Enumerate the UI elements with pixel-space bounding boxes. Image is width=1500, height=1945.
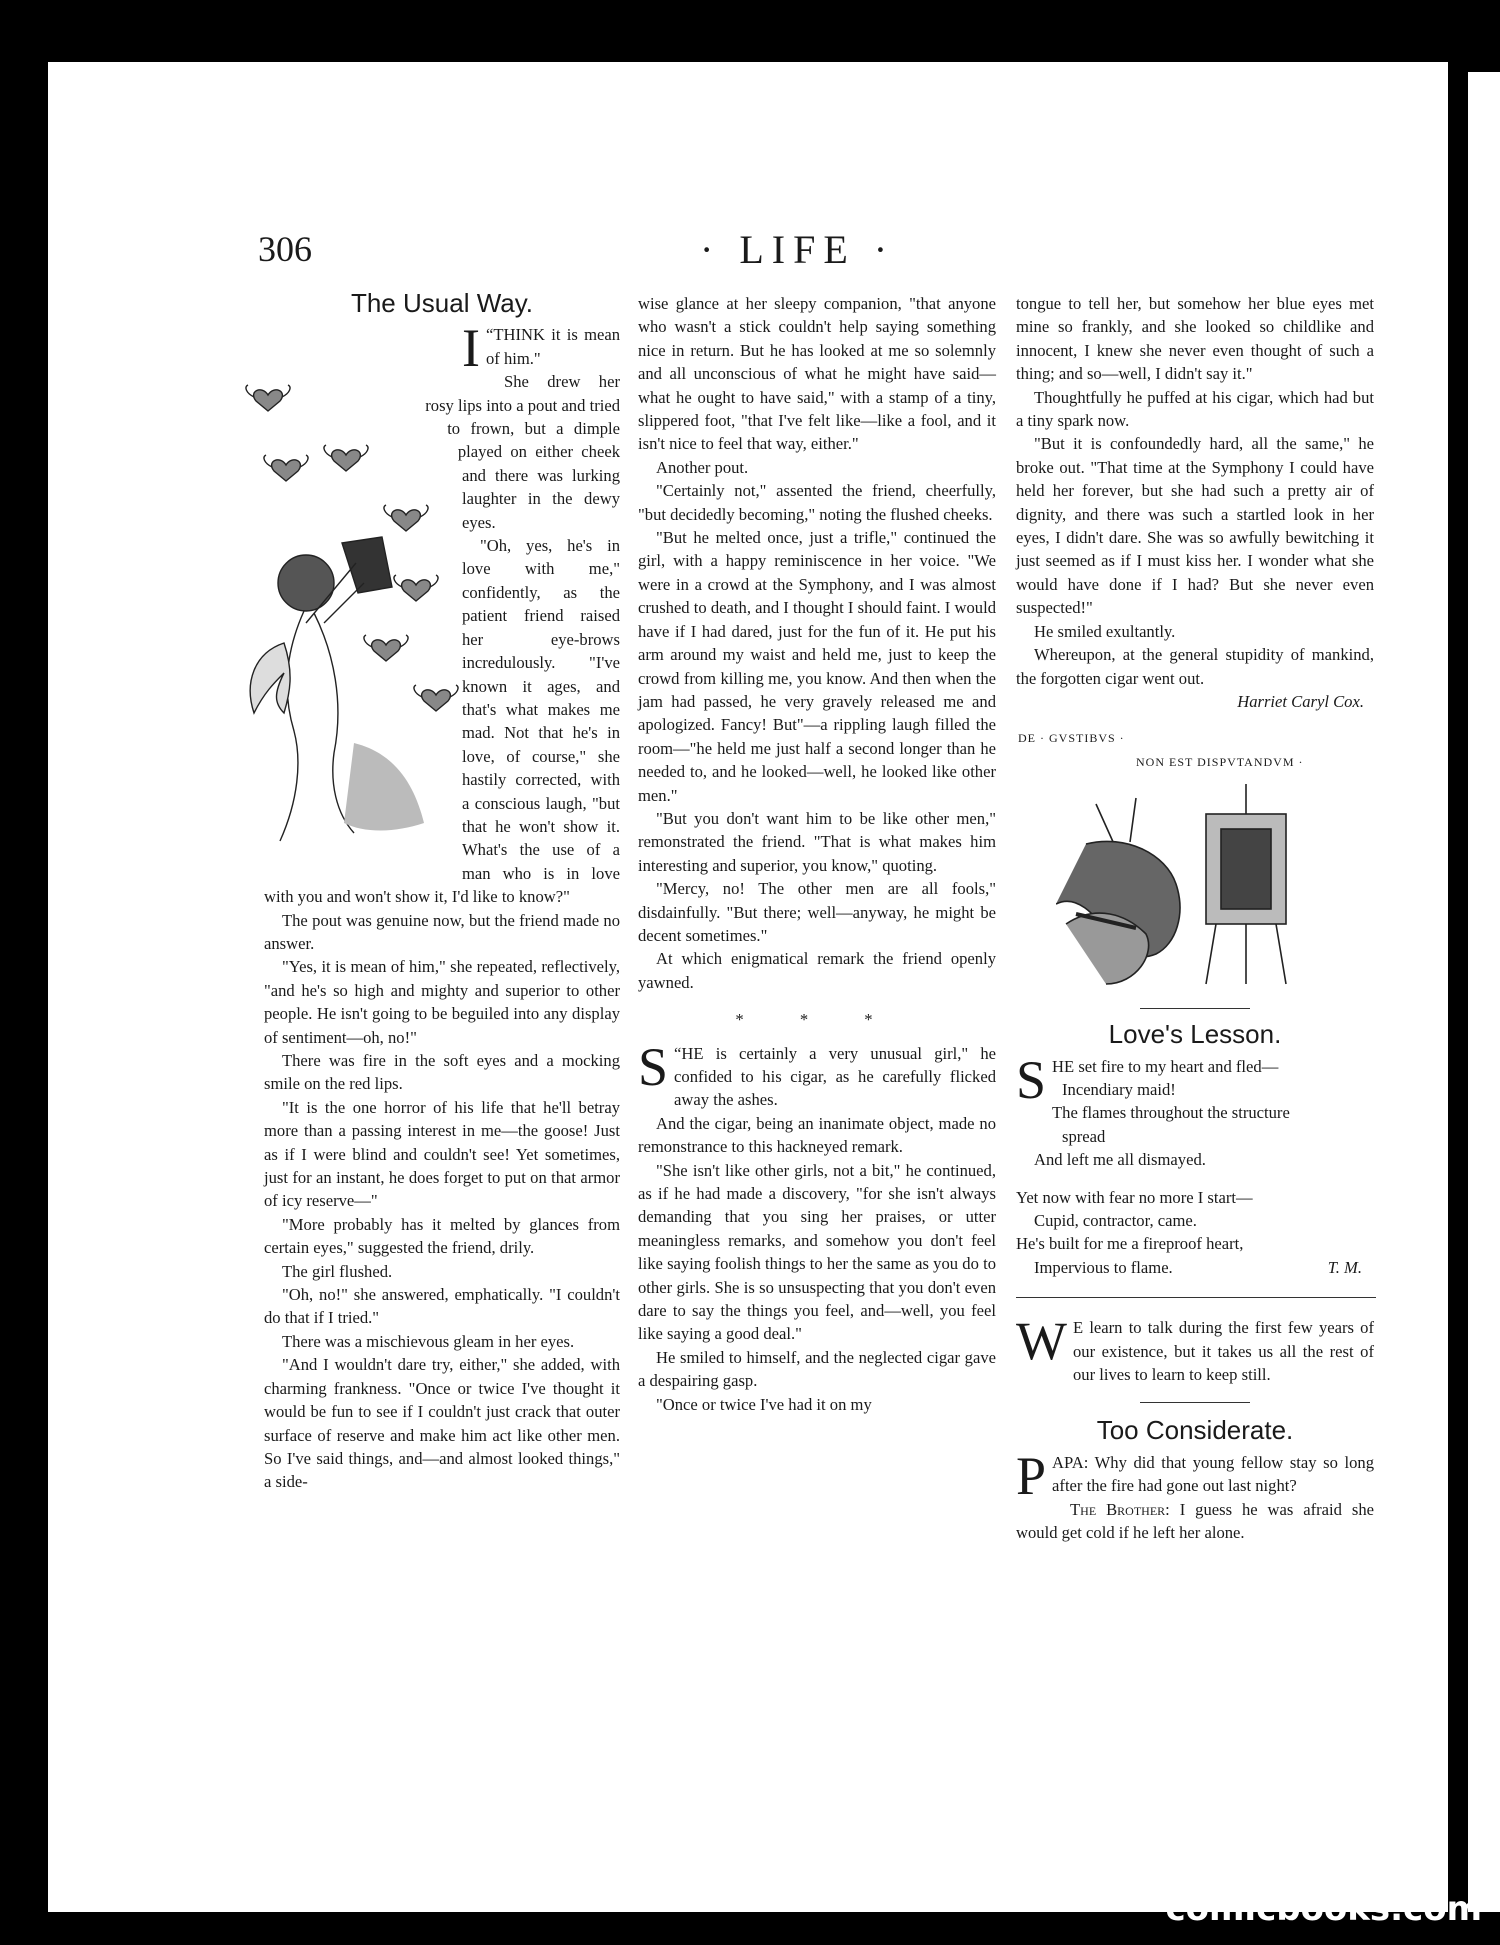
poem-title: Love's Lesson. xyxy=(1108,1019,1282,1050)
dropcap-s-poem: S xyxy=(1016,1049,1047,1110)
poem-line: HE set fire to my heart and fled— xyxy=(1052,1056,1279,1076)
story-paragraph: He smiled to himself, and the neglected cigar gave a despairing gasp. xyxy=(638,1347,996,1391)
story-paragraph: "But it is confoundedly hard, all the same," he broke out. "That time at the Symphony I could have held her forever, but she had such a pretty air of dignity, and there was such a startled look in her eyes, I didn't dare. She was so awfully bewitching it just seemed as if I must kiss her. I wonder what she would have done if I had? But she never even suspected!" xyxy=(1016,434,1374,618)
story-paragraph: And the cigar, being an inanimate object, made no remonstrance to this hackneyed remark. xyxy=(638,1113,996,1157)
joke-text-1: APA: Why did that young fellow stay so long after the fire had gone out last night? xyxy=(1052,1452,1374,1496)
joke-line-2 xyxy=(1016,1498,1374,1545)
donkey-easel-icon xyxy=(1056,774,1356,994)
story-paragraph: The pout was genuine now, but the friend made no answer. xyxy=(264,910,620,953)
poem-line: And left me all dismayed. xyxy=(1034,1150,1206,1170)
next-page-edge xyxy=(1468,72,1500,1912)
joke-text-2: : I guess he was afraid she would get cold if he left her alone. xyxy=(1016,1499,1374,1543)
poem-line: spread xyxy=(1062,1126,1106,1146)
story-paragraph: "Oh, yes, he's in love with me," confidently, as the patient friend raised her eye-brows incredulously. "I've known it ages, and that's what makes me mad. Not that he's in love, of course," she hastily corrected, with a conscious laugh, "but that he won't show it. What's the use of a man who is in love with you and won't show it, I'd like to know?" xyxy=(264,536,620,907)
filler-text: E learn to talk during the first few years of our existence, but it takes us all the rest of our lives to learn to keep still. xyxy=(1072,1318,1374,1384)
story-first-line: THINK it is mean of him." xyxy=(485,325,620,368)
story-signature: Harriet Caryl Cox. xyxy=(1237,691,1364,711)
poem xyxy=(1016,1049,1374,1280)
story-paragraph: There was fire in the soft eyes and a mocking smile on the red lips. xyxy=(264,1051,620,1094)
open-quote: “ xyxy=(674,1043,682,1063)
poem-line: Incendiary maid! xyxy=(1062,1079,1176,1099)
dropcap-w: W xyxy=(1016,1311,1067,1372)
joke-line-1 xyxy=(1016,1445,1374,1506)
story-paragraph: "But you don't want him to be like other men," remonstrated the friend. "That is what makes him interesting and superior, you know," quoting. xyxy=(638,808,996,875)
poem-signature: T. M. xyxy=(1327,1257,1362,1277)
magazine-title: · LIFE · xyxy=(700,227,896,272)
filler-paragraph xyxy=(1016,1311,1374,1386)
story-paragraph: He smiled exultantly. xyxy=(1034,621,1176,641)
story-paragraph: The girl flushed. xyxy=(282,1261,393,1281)
story-part2-first: HE is certainly a very unusual girl," he confided to his cigar, as he carefully flicked away the ashes. xyxy=(674,1043,996,1110)
poem-line: Yet now with fear no more I start— xyxy=(1016,1187,1253,1207)
cartoon-caption-2: NON EST DISPVTANDVM · xyxy=(1136,754,1304,769)
column-2 xyxy=(638,292,996,1416)
dropcap-p: P xyxy=(1016,1445,1047,1506)
poem-line: Cupid, contractor, came. xyxy=(1034,1210,1197,1230)
story-paragraph: She drew her rosy lips into a pout and tried to frown, but a dimple played on either cheek and there was lurking laughter in the dewy eyes. xyxy=(425,372,620,532)
page-number: 306 xyxy=(258,229,312,269)
dropcap-s: S xyxy=(638,1036,669,1097)
divider xyxy=(1140,1402,1250,1403)
story-paragraph: "Once or twice I've had it on my xyxy=(656,1394,872,1414)
poem-line: He's built for me a fireproof heart, xyxy=(1016,1234,1244,1254)
story-paragraph: At which enigmatical remark the friend openly yawned. xyxy=(638,949,996,992)
story-paragraph: "She isn't like other girls, not a bit," he continued, as if he had made a discovery, "for she isn't always demanding that you sing her praises, or utter meaningless remarks, and somehow you don't feel like saying foolish things to her the same as you do to other girls. She is so unsuspecting that you don't even dare to say the things you feel, and—well, you feel like saying a good deal." xyxy=(638,1160,996,1344)
story-paragraph: tongue to tell her, but somehow her blue eyes met mine so frankly, and she looked so childlike and innocent, I knew she never even thought of such a thing; and so—well, I didn't say it." xyxy=(1016,294,1374,384)
poem-line: Impervious to flame. xyxy=(1034,1257,1173,1277)
story-paragraph: "But he melted once, just a trifle," continued the girl, with a happy reminiscence in her voice. "We were in a crowd at the Symphony, and I was almost crushed to death, and I thought I should faint. I would have if I had dared, just for the fun of it. He put his arm around my waist and held me, just to keep the crowd from killing me, you know. And then when the jam had passed, he very gravely released me and apologized. Fancy! But"—a rippling laugh filled the room—"he held me just half a second longer than he needed to, and he looked—well, he looked like other men." xyxy=(638,528,996,805)
story-paragraph: "Yes, it is mean of him," she repeated, reflectively, "and he's so high and mighty and superior to other people. He isn't going to be beguiled into any display of sentiment—oh, no!" xyxy=(264,957,620,1047)
cartoon-caption-1: DE · GVSTIBVS · xyxy=(1018,731,1125,746)
story-title: The Usual Way. xyxy=(350,288,534,318)
open-quote: “ xyxy=(485,325,494,345)
story-paragraph: wise glance at her sleepy companion, "that anyone who wasn't a stick couldn't help saying something nice in return. But he has looked at me so solemnly and all unconscious of what he might have said—what he ought to have said," with a stamp of a tiny, slippered foot, "that I've felt like—like a fool, and it isn't nice to feel that way, either." xyxy=(638,294,996,454)
poem-line: The flames throughout the structure xyxy=(1052,1103,1290,1123)
donkey-cartoon xyxy=(1016,727,1374,994)
column-1 xyxy=(264,288,620,1494)
story-paragraph: "Mercy, no! The other men are all fools," disdainfully. "But there; well—anyway, he might be decent sometimes." xyxy=(638,879,996,945)
dropcap-i: I xyxy=(462,318,480,379)
story-paragraph: Thoughtfully he puffed at his cigar, which had but a tiny spark now. xyxy=(1016,387,1374,431)
watermark: comicbooks.com xyxy=(1165,1889,1482,1929)
joke-title: Too Considerate. xyxy=(1096,1415,1294,1446)
story-paragraph: Whereupon, at the general stupidity of mankind, the forgotten cigar went out. xyxy=(1016,645,1374,688)
story-paragraph: "Certainly not," assented the friend, cheerfully, "but decidedly becoming," noting the flushed cheeks. xyxy=(638,481,996,524)
story-paragraph: Another pout. xyxy=(656,457,749,477)
joke-speaker: The Brother xyxy=(1070,1499,1166,1519)
story-paragraph: "It is the one horror of his life that he'll betray more than a passing interest in me—the goose! Just as if I were blind and couldn't see! Yet sometimes, just for an instant, he does forget to put on that armor of icy reserve—" xyxy=(264,1097,620,1211)
divider xyxy=(1016,1297,1376,1298)
story-paragraph: "More probably has it melted by glances from certain eyes," suggested the friend, drily. xyxy=(264,1214,620,1258)
story-paragraph: "And I wouldn't dare try, either," she added, with charming frankness. "Once or twice I've thought it would be fun to see if I couldn't just crack that outer surface of reserve and make him act like other men. So I've said things, and—and almost looked things," a side- xyxy=(264,1355,620,1492)
section-break: * * * xyxy=(735,1010,899,1030)
story-paragraph: There was a mischievous gleam in her eyes. xyxy=(282,1331,575,1351)
divider xyxy=(1140,1008,1250,1009)
story-paragraph: "Oh, no!" she answered, emphatically. "I couldn't do that if I tried." xyxy=(264,1285,620,1328)
column-3 xyxy=(1016,292,1374,1544)
